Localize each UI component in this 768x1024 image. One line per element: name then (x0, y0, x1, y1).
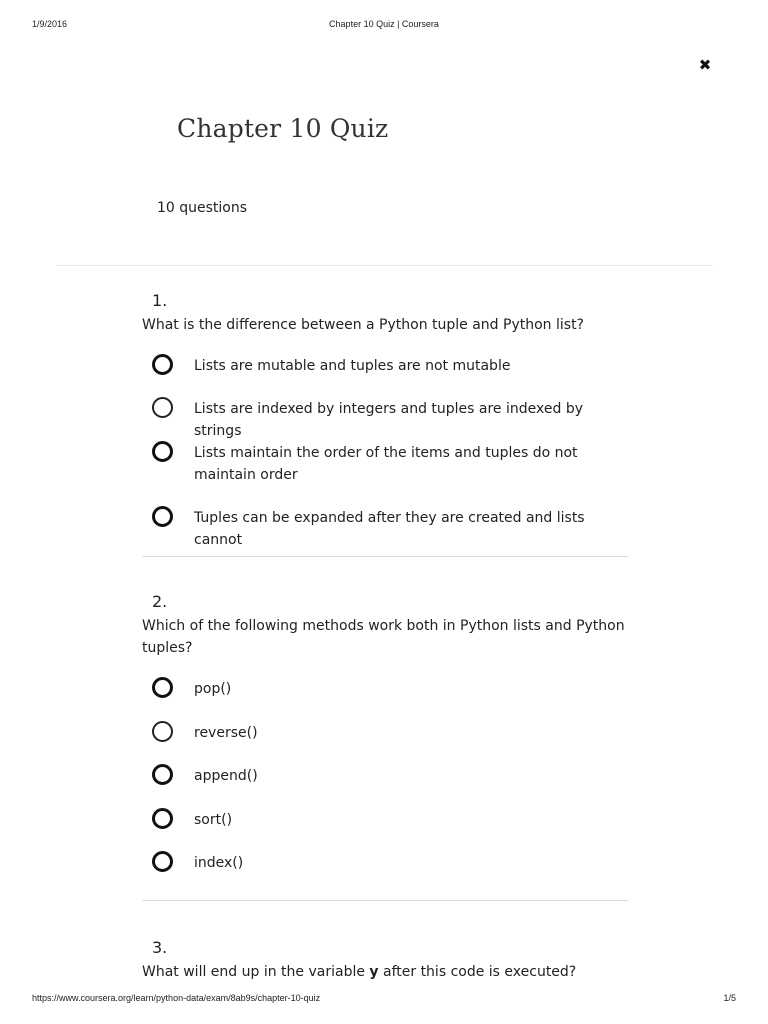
radio-button[interactable] (152, 721, 173, 742)
answer-option[interactable] (152, 441, 622, 487)
print-page-title: Chapter 10 Quiz | Coursera (329, 19, 439, 29)
answer-option[interactable] (152, 764, 622, 788)
radio-button[interactable] (152, 764, 173, 785)
question-number: 1. (152, 291, 168, 310)
radio-button[interactable] (152, 397, 173, 418)
print-page-number: 1/5 (723, 993, 736, 1003)
radio-button[interactable] (152, 441, 173, 462)
option-label: Lists maintain the order of the items and tuples do not maintain order (194, 445, 578, 483)
question-divider (142, 900, 628, 901)
option-label: index() (194, 855, 244, 871)
page-title: Chapter 10 Quiz (177, 114, 389, 143)
question-text: What is the difference between a Python tuple and Python list? (142, 317, 584, 333)
answer-option[interactable] (152, 677, 622, 701)
answer-option[interactable] (152, 808, 622, 832)
answer-option[interactable] (152, 354, 622, 378)
variable-name: y (369, 964, 379, 980)
answer-option[interactable] (152, 506, 622, 548)
question-text-part: What will end up in the variable (142, 964, 370, 980)
option-label: reverse() (194, 725, 258, 741)
option-label: pop() (194, 681, 232, 697)
question-text: Which of the following methods work both in Python lists and Python tuples? (142, 618, 625, 656)
question-number: 2. (152, 592, 168, 611)
option-label: Lists are indexed by integers and tuples are indexed by strings (194, 401, 583, 439)
option-label: Tuples can be expanded after they are created and lists cannot (194, 510, 585, 548)
question-2 (142, 592, 628, 882)
radio-button[interactable] (152, 677, 173, 698)
option-label: append() (194, 768, 258, 784)
radio-button[interactable] (152, 506, 173, 527)
option-label: Lists are mutable and tuples are not mutable (194, 358, 511, 374)
question-divider (142, 556, 628, 557)
option-label: sort() (194, 812, 233, 828)
answer-option[interactable] (152, 721, 622, 745)
close-icon[interactable]: ✖ (698, 56, 712, 74)
header-divider (56, 265, 713, 266)
radio-button[interactable] (152, 808, 173, 829)
answer-option[interactable] (152, 397, 622, 439)
radio-button[interactable] (152, 851, 173, 872)
question-count: 10 questions (157, 200, 248, 216)
print-url: https://www.coursera.org/learn/python-data/exam/8ab9s/chapter-10-quiz (32, 993, 321, 1003)
print-date: 1/9/2016 (32, 19, 68, 29)
question-text-part: after this code is executed? (378, 964, 577, 980)
question-1 (142, 291, 628, 548)
answer-option[interactable] (152, 851, 622, 875)
radio-button[interactable] (152, 354, 173, 375)
question-3 (142, 938, 628, 986)
question-number: 3. (152, 938, 168, 957)
question-text (142, 961, 628, 983)
